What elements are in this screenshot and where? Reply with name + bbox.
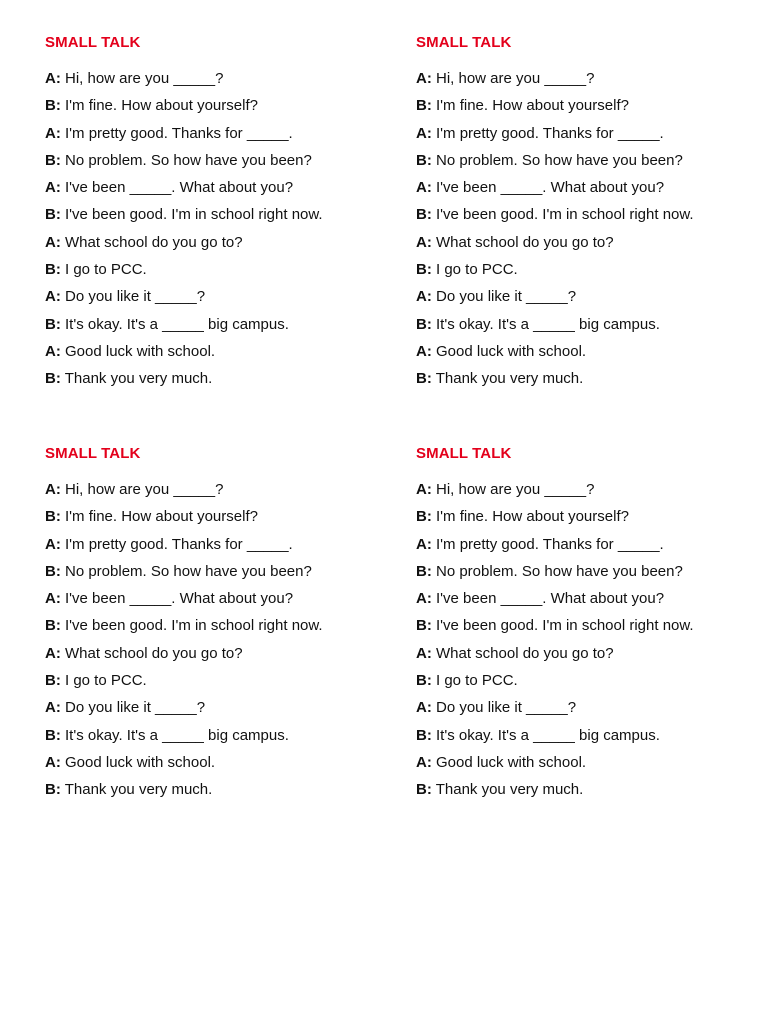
- line-text: No problem. So how have you been?: [65, 562, 312, 580]
- speaker-label: A:: [416, 699, 432, 717]
- dialog-line: [416, 754, 766, 781]
- line-text: Good luck with school.: [65, 753, 216, 771]
- dialog-line: [416, 645, 766, 672]
- line-text: I'm pretty good. Thanks for _____.: [436, 124, 664, 142]
- speaker-label: B:: [416, 315, 432, 333]
- speaker-label: A:: [45, 124, 61, 142]
- speaker-label: B:: [416, 151, 432, 169]
- line-text: It's okay. It's a _____ big campus.: [65, 315, 289, 333]
- line-text: No problem. So how have you been?: [65, 151, 312, 169]
- speaker-label: B:: [45, 617, 61, 635]
- line-text: I go to PCC.: [65, 672, 147, 690]
- line-text: I've been good. I'm in school right now.: [65, 617, 323, 635]
- line-text: I'm fine. How about yourself?: [65, 508, 258, 526]
- dialog-line: [416, 563, 766, 590]
- line-text: I go to PCC.: [436, 672, 518, 690]
- speaker-label: B:: [416, 672, 432, 690]
- line-text: Good luck with school.: [65, 342, 216, 360]
- dialog-line: [45, 97, 395, 124]
- line-text: No problem. So how have you been?: [436, 151, 683, 169]
- speaker-label: A:: [416, 70, 432, 87]
- speaker-label: B:: [416, 97, 432, 115]
- dialog-line: [416, 125, 766, 152]
- line-text: I've been _____. What about you?: [65, 590, 294, 608]
- line-text: What school do you go to?: [436, 233, 614, 251]
- line-text: Thank you very much.: [435, 781, 584, 799]
- line-text: Do you like it _____?: [65, 699, 206, 717]
- line-text: Good luck with school.: [436, 753, 587, 771]
- speaker-label: A:: [416, 233, 432, 251]
- line-text: Good luck with school.: [436, 342, 587, 360]
- dialog-list: [416, 481, 766, 809]
- line-text: I'm pretty good. Thanks for _____.: [65, 535, 293, 553]
- line-text: Thank you very much.: [435, 370, 584, 388]
- dialog-line: [416, 70, 766, 97]
- line-text: It's okay. It's a _____ big campus.: [65, 726, 289, 744]
- dialog-line: [416, 288, 766, 315]
- dialog-line: [45, 754, 395, 781]
- dialog-line: [416, 727, 766, 754]
- dialog-line: [45, 536, 395, 563]
- speaker-label: A:: [45, 288, 61, 306]
- dialog-line: [416, 699, 766, 726]
- line-text: Hi, how are you _____?: [436, 70, 595, 87]
- line-text: I've been good. I'm in school right now.: [65, 206, 323, 224]
- dialog-line: [45, 234, 395, 261]
- dialog-line: [45, 261, 395, 288]
- line-text: What school do you go to?: [436, 644, 614, 662]
- dialog-line: [45, 481, 395, 508]
- speaker-label: A:: [45, 699, 61, 717]
- speaker-label: A:: [45, 70, 61, 87]
- dialog-line: [45, 316, 395, 343]
- dialog-line: [45, 288, 395, 315]
- line-text: I go to PCC.: [436, 261, 518, 279]
- line-text: Thank you very much.: [64, 370, 213, 388]
- speaker-label: B:: [416, 261, 432, 279]
- line-text: I'm pretty good. Thanks for _____.: [65, 124, 293, 142]
- dialog-line: [45, 343, 395, 370]
- speaker-label: A:: [45, 342, 61, 360]
- speaker-label: B:: [416, 206, 432, 224]
- dialog-line: [416, 97, 766, 124]
- speaker-label: B:: [45, 315, 61, 333]
- line-text: Hi, how are you _____?: [65, 70, 224, 87]
- line-text: Do you like it _____?: [65, 288, 206, 306]
- line-text: It's okay. It's a _____ big campus.: [436, 726, 660, 744]
- speaker-label: B:: [45, 370, 61, 388]
- dialog-line: [416, 536, 766, 563]
- dialog-line: [45, 563, 395, 590]
- speaker-label: B:: [416, 508, 432, 526]
- line-text: I've been _____. What about you?: [436, 590, 665, 608]
- speaker-label: A:: [416, 590, 432, 608]
- speaker-label: A:: [416, 644, 432, 662]
- speaker-label: A:: [416, 535, 432, 553]
- speaker-label: B:: [45, 97, 61, 115]
- dialog-line: [416, 179, 766, 206]
- line-text: Hi, how are you _____?: [65, 481, 224, 498]
- dialog-line: [416, 316, 766, 343]
- speaker-label: B:: [45, 261, 61, 279]
- dialog-line: [416, 508, 766, 535]
- line-text: No problem. So how have you been?: [436, 562, 683, 580]
- speaker-label: B:: [45, 672, 61, 690]
- speaker-label: A:: [416, 179, 432, 197]
- dialog-line: [45, 179, 395, 206]
- line-text: I'm fine. How about yourself?: [436, 508, 629, 526]
- line-text: I've been _____. What about you?: [436, 179, 665, 197]
- speaker-label: B:: [45, 508, 61, 526]
- dialog-line: [45, 645, 395, 672]
- speaker-label: A:: [416, 481, 432, 498]
- speaker-label: B:: [45, 206, 61, 224]
- dialog-line: [45, 781, 395, 808]
- dialog-line: [416, 481, 766, 508]
- speaker-label: B:: [416, 781, 432, 799]
- dialog-line: [416, 206, 766, 233]
- speaker-label: A:: [45, 179, 61, 197]
- speaker-label: B:: [416, 617, 432, 635]
- dialog-list: [45, 481, 395, 809]
- dialog-line: [416, 370, 766, 397]
- dialog-line: [416, 234, 766, 261]
- dialog-line: [416, 152, 766, 179]
- line-text: What school do you go to?: [65, 644, 243, 662]
- dialog-line: [416, 590, 766, 617]
- dialog-list: [45, 70, 395, 398]
- dialog-line: [45, 370, 395, 397]
- dialog-line: [416, 261, 766, 288]
- dialog-line: [45, 727, 395, 754]
- line-text: I've been good. I'm in school right now.: [436, 206, 694, 224]
- line-text: Hi, how are you _____?: [436, 481, 595, 498]
- dialog-line: [45, 699, 395, 726]
- line-text: I'm pretty good. Thanks for _____.: [436, 535, 664, 553]
- line-text: Do you like it _____?: [436, 288, 577, 306]
- speaker-label: A:: [416, 753, 432, 771]
- speaker-label: A:: [45, 233, 61, 251]
- line-text: I go to PCC.: [65, 261, 147, 279]
- dialog-line: [45, 617, 395, 644]
- dialog-line: [45, 125, 395, 152]
- dialog-line: [45, 152, 395, 179]
- card-title: SMALL TALK: [416, 34, 512, 51]
- speaker-label: A:: [416, 288, 432, 306]
- small-talk-card: [416, 34, 766, 398]
- line-text: I've been _____. What about you?: [65, 179, 294, 197]
- dialog-line: [45, 508, 395, 535]
- dialog-list: [416, 70, 766, 398]
- dialog-line: [416, 781, 766, 808]
- speaker-label: B:: [45, 726, 61, 744]
- speaker-label: B:: [416, 370, 432, 388]
- speaker-label: A:: [45, 590, 61, 608]
- dialog-line: [45, 70, 395, 97]
- dialog-line: [45, 206, 395, 233]
- speaker-label: B:: [45, 562, 61, 580]
- dialog-line: [45, 590, 395, 617]
- line-text: What school do you go to?: [65, 233, 243, 251]
- speaker-label: B:: [45, 781, 61, 799]
- speaker-label: B:: [416, 726, 432, 744]
- dialog-line: [416, 343, 766, 370]
- speaker-label: B:: [45, 151, 61, 169]
- line-text: It's okay. It's a _____ big campus.: [436, 315, 660, 333]
- line-text: I've been good. I'm in school right now.: [436, 617, 694, 635]
- dialog-line: [416, 672, 766, 699]
- speaker-label: A:: [416, 342, 432, 360]
- line-text: I'm fine. How about yourself?: [65, 97, 258, 115]
- small-talk-card: [45, 34, 395, 398]
- line-text: I'm fine. How about yourself?: [436, 97, 629, 115]
- line-text: Do you like it _____?: [436, 699, 577, 717]
- card-title: SMALL TALK: [416, 445, 512, 462]
- speaker-label: A:: [45, 753, 61, 771]
- speaker-label: A:: [45, 481, 61, 498]
- speaker-label: A:: [45, 644, 61, 662]
- speaker-label: A:: [416, 124, 432, 142]
- dialog-line: [45, 672, 395, 699]
- speaker-label: A:: [45, 535, 61, 553]
- speaker-label: B:: [416, 562, 432, 580]
- card-title: SMALL TALK: [45, 445, 141, 462]
- small-talk-card: [416, 445, 766, 809]
- small-talk-card: [45, 445, 395, 809]
- dialog-line: [416, 617, 766, 644]
- card-title: SMALL TALK: [45, 34, 141, 51]
- line-text: Thank you very much.: [64, 781, 213, 799]
